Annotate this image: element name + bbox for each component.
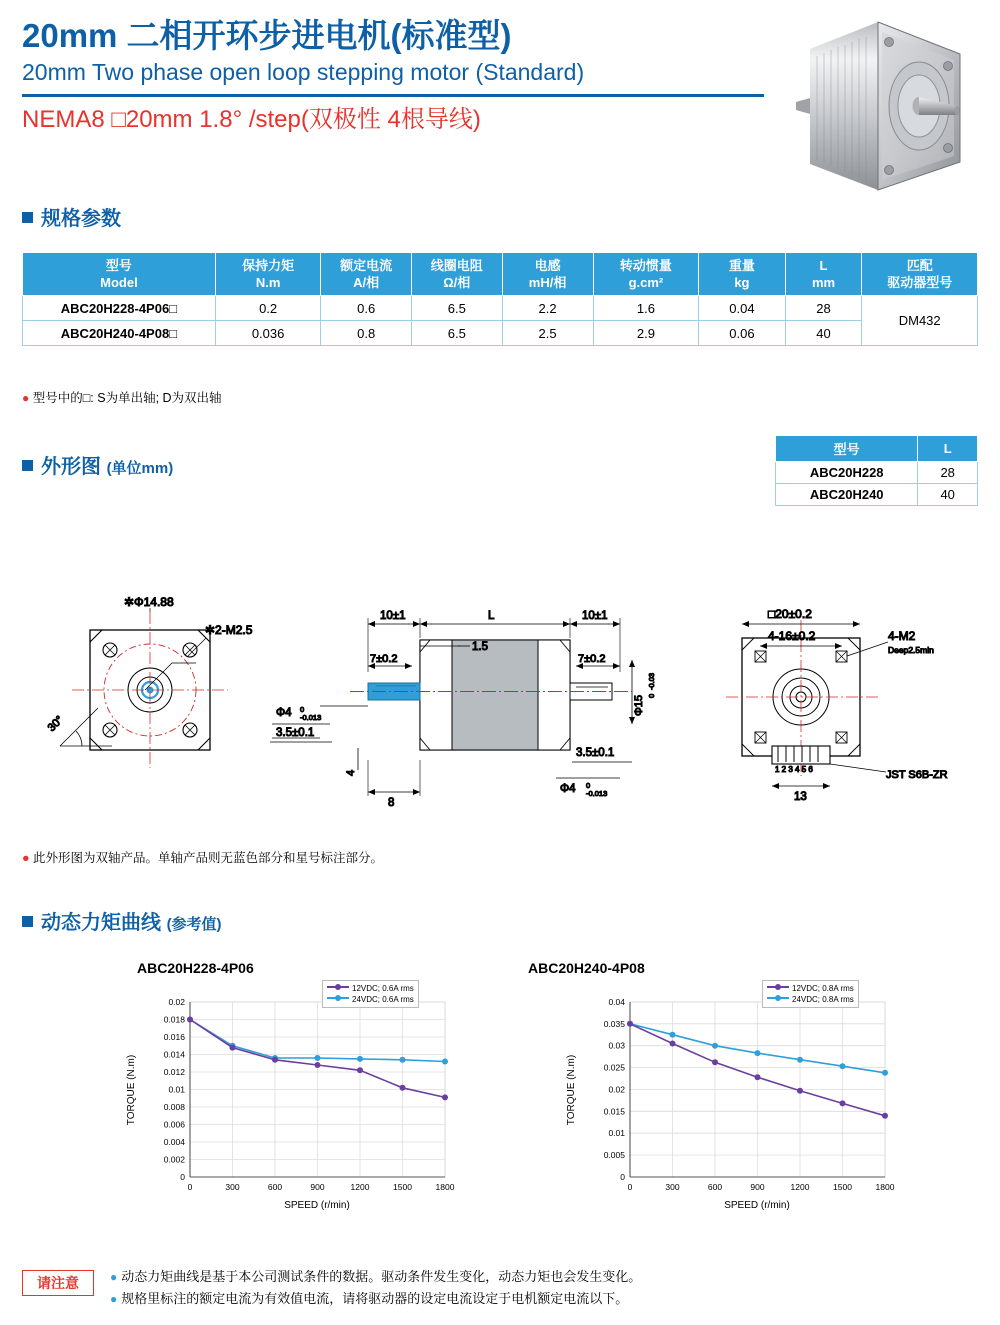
- label-phi15-tol-dn: -0.03: [647, 672, 656, 690]
- legend-swatch-12v-icon: [767, 986, 789, 988]
- label-4-m2: 4-M2: [888, 629, 916, 643]
- label-phi15-tol-up: 0: [647, 693, 656, 698]
- label-phi4-right: Φ4: [560, 783, 576, 795]
- label-10pm1-left: 10±1: [380, 610, 406, 622]
- label-8: 8: [388, 797, 395, 809]
- section-label-spec: 规格参数: [41, 208, 121, 230]
- bullet-dot-icon: ●: [110, 1270, 118, 1284]
- chart-2: [550, 980, 910, 1230]
- svg-text:SPEED (r/min): SPEED (r/min): [724, 1200, 790, 1211]
- cell-length: 28: [785, 296, 862, 321]
- svg-text:0.01: 0.01: [168, 1084, 185, 1095]
- cell-length: 40: [785, 321, 862, 346]
- label-35pm01-right: 3.5±0.1: [576, 747, 615, 759]
- label-phi4-left: Φ4: [276, 707, 292, 719]
- chart-1: [110, 980, 470, 1230]
- svg-text:0.02: 0.02: [608, 1084, 625, 1095]
- legend-item: 24VDC; 0.6A rms: [327, 994, 414, 1005]
- svg-text:0.016: 0.016: [163, 1032, 185, 1042]
- cell-l: 40: [918, 484, 978, 506]
- bullet-square-icon: [22, 916, 33, 927]
- cell-model: ABC20H228-4P06□: [23, 296, 216, 321]
- table-header-row: [776, 436, 978, 462]
- svg-text:0.018: 0.018: [163, 1014, 185, 1025]
- svg-text:0.03: 0.03: [608, 1040, 625, 1051]
- svg-text:0: 0: [187, 1182, 193, 1192]
- footer-lines: [110, 1266, 641, 1310]
- bullet-dot-icon: ●: [110, 1292, 118, 1306]
- svg-text:TORQUE (N.m): TORQUE (N.m): [126, 1054, 137, 1126]
- drawing-side-view: [270, 610, 656, 809]
- col-current: 额定电流 A/相: [321, 253, 412, 296]
- cell-weight: 0.06: [699, 321, 785, 346]
- header-divider: [22, 94, 764, 97]
- svg-text:0: 0: [627, 1182, 633, 1192]
- label-phi4-left-toldn: -0.013: [300, 713, 322, 722]
- label-phi4-left-tolup: 0: [300, 705, 305, 714]
- svg-text:900: 900: [750, 1182, 765, 1192]
- attention-badge: 请注意: [22, 1270, 94, 1296]
- legend-item: 24VDC; 0.8A rms: [767, 994, 854, 1005]
- cell-driver: DM432: [862, 296, 978, 346]
- drawing-note: [22, 848, 383, 866]
- cell-resistance: 6.5: [411, 321, 502, 346]
- label-10pm1-right: 10±1: [582, 610, 608, 622]
- chart-title-2: ABC20H240-4P08: [528, 960, 645, 976]
- col-inductance: 电感 mH/相: [502, 253, 593, 296]
- svg-text:1800: 1800: [435, 1182, 455, 1192]
- svg-text:0.012: 0.012: [163, 1067, 185, 1077]
- svg-text:600: 600: [267, 1182, 283, 1192]
- label-4-16: 4-16±0.2: [768, 629, 816, 643]
- label-phi4-right-tolup: 0: [586, 781, 591, 790]
- cell-current: 0.6: [321, 296, 412, 321]
- svg-text:0.04: 0.04: [608, 997, 625, 1007]
- label-L: L: [488, 610, 495, 622]
- cell-model: ABC20H228: [776, 462, 918, 484]
- drawing-rear-view: [726, 607, 948, 803]
- col-resistance: 线圈电阻 Ω/相: [411, 253, 502, 296]
- table-header-row: [23, 253, 978, 296]
- bullet-square-icon: [22, 212, 33, 223]
- svg-text:1800: 1800: [875, 1182, 895, 1192]
- label-m2-deep: Deep2.5min: [888, 645, 934, 655]
- label-angle-30: 30°: [45, 713, 66, 735]
- cell-inductance: 2.2: [502, 296, 593, 321]
- legend-item: 12VDC; 0.6A rms: [327, 983, 414, 994]
- motor-photo: [782, 14, 982, 199]
- svg-text:1200: 1200: [790, 1182, 810, 1192]
- svg-text:0.006: 0.006: [163, 1119, 185, 1130]
- label-1p5: 1.5: [472, 641, 488, 653]
- legend-swatch-24v-icon: [767, 997, 789, 999]
- length-table: [775, 435, 978, 506]
- cell-weight: 0.04: [699, 296, 785, 321]
- label-35pm01-left: 3.5±0.1: [276, 727, 315, 739]
- cell-inertia: 2.9: [593, 321, 699, 346]
- spec-table-wrap: [22, 252, 978, 346]
- label-connector: JST S6B-ZR: [886, 769, 948, 781]
- spec-note-text: 型号中的□: S为单出轴; D为双出轴: [32, 391, 222, 405]
- col-l: L: [918, 436, 978, 462]
- chart-1-legend: [322, 980, 419, 1008]
- footer-line: ● 规格里标注的额定电流为有效值电流，请将驱动器的设定电流设定于电机额定电流以下。: [110, 1291, 629, 1306]
- table-row: [23, 296, 978, 321]
- svg-text:SPEED (r/min): SPEED (r/min): [284, 1200, 350, 1211]
- svg-text:0.004: 0.004: [163, 1137, 185, 1147]
- page-title-en: 20mm Two phase open loop stepping motor (Standard): [22, 59, 585, 85]
- drawing-note-text: 此外形图为双轴产品。单轴产品则无蓝色部分和星号标注部分。: [33, 851, 384, 865]
- label-13: 13: [794, 791, 807, 803]
- chart-title-1: ABC20H228-4P06: [137, 960, 254, 976]
- page-header: [22, 16, 782, 135]
- svg-text:0.035: 0.035: [603, 1018, 625, 1029]
- section-label-curve: 动态力矩曲线: [41, 912, 161, 934]
- cell-l: 28: [918, 462, 978, 484]
- label-7pm02-right: 7±0.2: [578, 653, 606, 665]
- chart-2-legend: [762, 980, 859, 1008]
- cell-resistance: 6.5: [411, 296, 502, 321]
- cell-inductance: 2.5: [502, 321, 593, 346]
- svg-text:1500: 1500: [833, 1182, 852, 1192]
- label-7pm02-left: 7±0.2: [370, 653, 398, 665]
- section-title-outline: [22, 450, 173, 479]
- section-label-outline-unit: (单位mm): [106, 460, 174, 477]
- label-2-m25: ✲2-M2.5: [205, 623, 253, 637]
- outline-drawings: [20, 520, 980, 840]
- cell-model: ABC20H240-4P08□: [23, 321, 216, 346]
- label-dia1488: ✲Φ14.88: [124, 595, 174, 609]
- svg-text:0.014: 0.014: [163, 1049, 185, 1060]
- footer-line: ● 动态力矩曲线是基于本公司测试条件的数据。驱动条件发生变化，动态力矩也会发生变化。: [110, 1269, 642, 1284]
- bullet-dot-icon: ●: [22, 851, 30, 865]
- cell-model: ABC20H240: [776, 484, 918, 506]
- svg-text:0.015: 0.015: [603, 1106, 625, 1117]
- svg-text:0.008: 0.008: [163, 1102, 185, 1112]
- drawing-front-view: [46, 595, 253, 768]
- legend-swatch-12v-icon: [327, 986, 349, 988]
- cell-inertia: 1.6: [593, 296, 699, 321]
- label-pins: 1 2 3 4 5 6: [775, 765, 813, 774]
- svg-text:0.025: 0.025: [603, 1062, 625, 1073]
- spec-note: [22, 388, 222, 406]
- col-inertia: 转动惯量 g.cm²: [593, 253, 699, 296]
- col-weight: 重量 kg: [699, 253, 785, 296]
- col-length: L mm: [785, 253, 862, 296]
- length-table-wrap: [775, 435, 978, 506]
- svg-text:0.002: 0.002: [163, 1154, 185, 1165]
- cell-current: 0.8: [321, 321, 412, 346]
- svg-text:1200: 1200: [350, 1182, 370, 1192]
- label-sq20: □20±0.2: [768, 607, 812, 621]
- svg-text:600: 600: [707, 1182, 723, 1192]
- section-label-outline: 外形图: [41, 456, 101, 478]
- bullet-square-icon: [22, 460, 33, 471]
- section-label-curve-note: (参考值): [166, 916, 222, 933]
- page-subtitle: NEMA8 □20mm 1.8° /step(双极性 4根导线): [22, 106, 481, 133]
- cell-torque: 0.2: [215, 296, 321, 321]
- label-phi15: Φ15: [633, 694, 645, 716]
- spec-table: [22, 252, 978, 346]
- label-phi4-right-toldn: -0.013: [586, 789, 608, 798]
- svg-text:900: 900: [310, 1182, 325, 1192]
- col-model: 型号: [776, 436, 918, 462]
- table-row: [776, 462, 978, 484]
- svg-text:1500: 1500: [393, 1182, 412, 1192]
- legend-item: 12VDC; 0.8A rms: [767, 983, 854, 994]
- label-4: 4: [345, 769, 357, 776]
- bullet-dot-icon: ●: [22, 391, 30, 405]
- table-row: [776, 484, 978, 506]
- section-title-curve: [22, 906, 222, 935]
- table-row: [23, 321, 978, 346]
- svg-text:0.02: 0.02: [168, 997, 185, 1007]
- svg-text:TORQUE (N.m): TORQUE (N.m): [566, 1054, 577, 1126]
- svg-text:0.01: 0.01: [608, 1128, 625, 1139]
- cell-torque: 0.036: [215, 321, 321, 346]
- svg-text:300: 300: [225, 1182, 240, 1192]
- svg-text:0: 0: [180, 1172, 185, 1182]
- svg-text:0.005: 0.005: [603, 1150, 625, 1160]
- section-title-spec: [22, 202, 121, 231]
- legend-swatch-24v-icon: [327, 997, 349, 999]
- col-model: 型号 Model: [23, 253, 216, 296]
- svg-text:300: 300: [665, 1182, 680, 1192]
- svg-text:0: 0: [620, 1172, 625, 1182]
- col-torque: 保持力矩 N.m: [215, 253, 321, 296]
- page-title-cn: 20mm 二相开环步进电机(标准型): [22, 17, 512, 54]
- col-driver: 匹配 驱动器型号: [862, 253, 978, 296]
